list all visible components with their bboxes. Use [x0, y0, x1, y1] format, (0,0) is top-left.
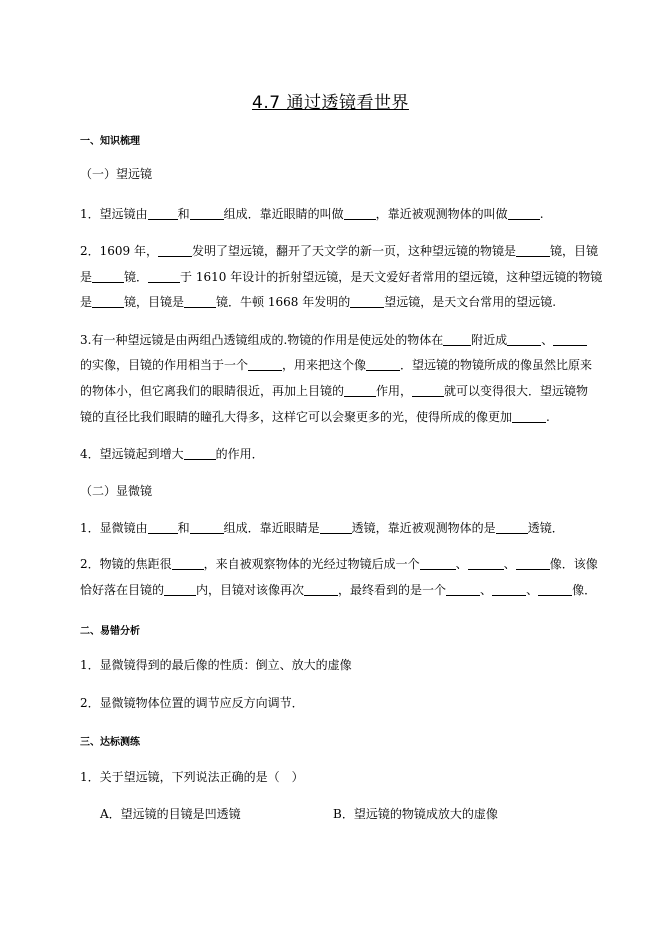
- blank: [148, 521, 178, 534]
- text: 发明了望远镜，翻开了天文学的新一页，这种望远镜的物镜是: [192, 244, 517, 258]
- text: 于 1610 年设计的折射望远镜，是天文爱好者常用的望远镜，这种望远镜的物镜: [180, 270, 603, 284]
- blank: [248, 358, 282, 371]
- blank: [92, 270, 124, 283]
- blank: [492, 583, 526, 596]
- text: 、: [541, 333, 554, 347]
- text: 镜．: [124, 270, 149, 284]
- blank: [344, 384, 376, 397]
- subheading-telescope: （一）望远镜: [80, 167, 153, 181]
- text: .: [546, 410, 550, 424]
- text: 镜的直径比我们眼睛的瞳孔大得多，这样它可以会聚更多的光，使得所成的像更加: [80, 410, 513, 424]
- telescope-q2-line3: [80, 295, 556, 309]
- blank: [507, 333, 541, 346]
- text: 附近成: [471, 333, 508, 347]
- text: 就可以变得很大．望远镜物: [444, 384, 589, 398]
- text: 作用，: [376, 384, 413, 398]
- section-heading-practice: 三、达标测练: [80, 737, 140, 748]
- blank: [190, 521, 224, 534]
- text: ，来自被观察物体的光经过物镜后成一个: [203, 557, 420, 571]
- text: 2．1609 年，: [80, 244, 158, 258]
- microscope-q2-line1: [80, 557, 598, 571]
- text: 是: [80, 270, 93, 284]
- text: ，用来把这个像: [282, 358, 367, 372]
- blank: [553, 333, 587, 346]
- blank: [190, 207, 224, 220]
- option-b: B．望远镜的物镜成放大的虚像: [333, 807, 498, 821]
- blank: [446, 583, 480, 596]
- text: 的物体小，但它离我们的眼睛很近，再加上目镜的: [80, 384, 345, 398]
- blank: [164, 583, 196, 596]
- telescope-q2-line2: [80, 270, 602, 284]
- blank: [443, 333, 471, 346]
- blank: [516, 557, 550, 570]
- telescope-q3-line4: [80, 410, 550, 424]
- blank: [420, 557, 456, 570]
- microscope-q1: [80, 521, 564, 535]
- blank: [412, 384, 444, 397]
- text: 1．显微镜由: [80, 521, 148, 535]
- blank: [148, 207, 178, 220]
- text: 2．物镜的焦距很: [80, 557, 172, 571]
- text: 透镜．: [527, 521, 564, 535]
- text: 的作用．: [215, 447, 264, 461]
- blank: [320, 521, 352, 534]
- text: 透镜，靠近被观测物体的是: [351, 521, 496, 535]
- text: 、: [526, 583, 539, 597]
- subheading-microscope: （二）显微镜: [80, 484, 153, 498]
- text: 镜，目镜: [550, 244, 599, 258]
- text: 是: [80, 295, 93, 309]
- blank: [350, 295, 384, 308]
- telescope-q2-line1: [80, 244, 598, 258]
- blank: [366, 358, 400, 371]
- text: 恰好落在目镜的: [80, 583, 165, 597]
- telescope-q3-line2: [80, 358, 592, 372]
- blank: [158, 244, 192, 257]
- blank: [172, 557, 204, 570]
- text: 、: [480, 583, 493, 597]
- section-heading-knowledge: 一、知识梳理: [80, 136, 140, 147]
- text: 1．望远镜由: [80, 207, 148, 221]
- blank: [148, 270, 180, 283]
- text: 镜，目镜是: [124, 295, 185, 309]
- blank: [184, 447, 216, 460]
- section-heading-errors: 二、易错分析: [80, 626, 140, 637]
- telescope-q1: [80, 207, 544, 221]
- blank: [496, 521, 528, 534]
- text: 和: [177, 521, 190, 535]
- error-note-1: 1．显微镜得到的最后像的性质：倒立、放大的虚像: [80, 658, 352, 672]
- text: 和: [177, 207, 190, 221]
- telescope-q4: [80, 447, 264, 461]
- microscope-q2-line2: [80, 583, 596, 597]
- question-1: 1．关于望远镜，下列说法正确的是（ ）: [80, 770, 304, 784]
- blank: [512, 410, 546, 423]
- text: 望远镜，是天文台常用的望远镜.: [384, 295, 557, 309]
- blank: [344, 207, 376, 220]
- text: .: [539, 207, 544, 221]
- blank: [184, 295, 216, 308]
- page-title: 4.7 通过透镜看世界: [252, 93, 409, 113]
- text: 4．望远镜起到增大: [80, 447, 184, 461]
- text: 、: [455, 557, 468, 571]
- blank: [304, 583, 338, 596]
- blank: [92, 295, 124, 308]
- text: ．望远镜的物镜所成的像虽然比原来: [400, 358, 593, 372]
- error-note-2: 2．显微镜物体位置的调节应反方向调节．: [80, 696, 304, 710]
- text: 像．: [572, 583, 597, 597]
- text: 、: [503, 557, 516, 571]
- text: 的实像，目镜的作用相当于一个: [80, 358, 249, 372]
- blank: [538, 583, 572, 596]
- option-a: A．望远镜的目镜是凹透镜: [100, 807, 241, 821]
- text: 组成．靠近眼睛的叫做: [223, 207, 344, 221]
- telescope-q3-line1: [80, 333, 587, 347]
- text: 像．该像: [549, 557, 598, 571]
- text: ，靠近被观测物体的叫做: [375, 207, 508, 221]
- text: 组成．靠近眼睛是: [223, 521, 320, 535]
- text: ，最终看到的是一个: [338, 583, 447, 597]
- text: 镜．牛顿 1668 年发明的: [216, 295, 351, 309]
- text: 3.有一种望远镜是由两组凸透镜组成的.物镜的作用是使远处的物体在: [80, 333, 444, 347]
- text: 内，目镜对该像再次: [196, 583, 305, 597]
- blank: [516, 244, 550, 257]
- blank: [468, 557, 504, 570]
- blank: [508, 207, 540, 220]
- telescope-q3-line3: [80, 384, 588, 398]
